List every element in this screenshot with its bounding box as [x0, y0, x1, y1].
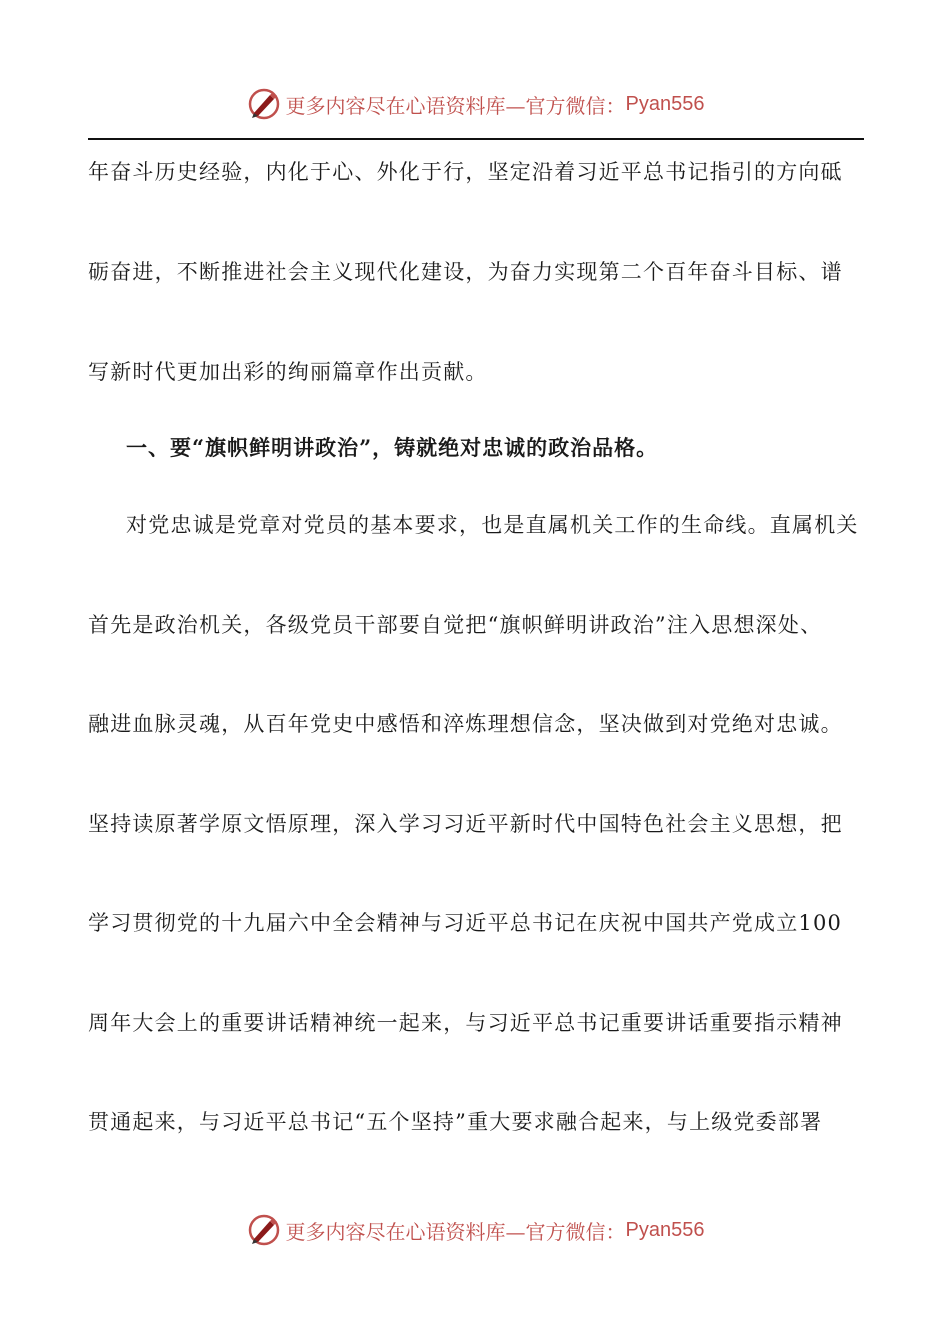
banner-text: 更多内容尽在心语资料库—官方微信： [285, 1219, 626, 1244]
body-line: 学习贯彻党的十九届六中全会精神与习近平总书记在庆祝中国共产党成立100 [88, 911, 843, 935]
pen-logo-icon [246, 1212, 282, 1248]
body-line: 融进血脉灵魂，从百年党史中感悟和淬炼理想信念，坚决做到对党绝对忠诚。 [88, 712, 843, 736]
body-line: 年奋斗历史经验，内化于心、外化于行，坚定沿着习近平总书记指引的方向砥 [88, 160, 843, 184]
body-line: 砺奋进，不断推进社会主义现代化建设，为奋力实现第二个百年奋斗目标、谱 [88, 260, 843, 284]
banner-wechat-id: Pyan556 [625, 1218, 705, 1241]
header-banner [0, 82, 950, 126]
footer-banner [0, 1208, 950, 1252]
body-line: 坚持读原著学原文悟原理，深入学习习近平新时代中国特色社会主义思想，把 [88, 812, 843, 836]
body-line: 对党忠诚是党章对党员的基本要求，也是直属机关工作的生命线。直属机关 [126, 513, 859, 537]
section-heading: 一、要“旗帜鲜明讲政治”，铸就绝对忠诚的政治品格。 [126, 435, 659, 460]
banner-text: 更多内容尽在心语资料库—官方微信： [285, 93, 626, 118]
pen-logo-icon [246, 86, 282, 122]
banner-wechat-id: Pyan556 [625, 92, 705, 115]
body-line: 首先是政治机关，各级党员干部要自觉把“旗帜鲜明讲政治”注入思想深处、 [88, 613, 823, 637]
body-line: 周年大会上的重要讲话精神统一起来，与习近平总书记重要讲话重要指示精神 [88, 1011, 843, 1035]
body-line: 写新时代更加出彩的绚丽篇章作出贡献。 [88, 360, 488, 384]
body-line: 贯通起来，与习近平总书记“五个坚持”重大要求融合起来，与上级党委部署 [88, 1110, 823, 1134]
header-divider [88, 138, 864, 140]
